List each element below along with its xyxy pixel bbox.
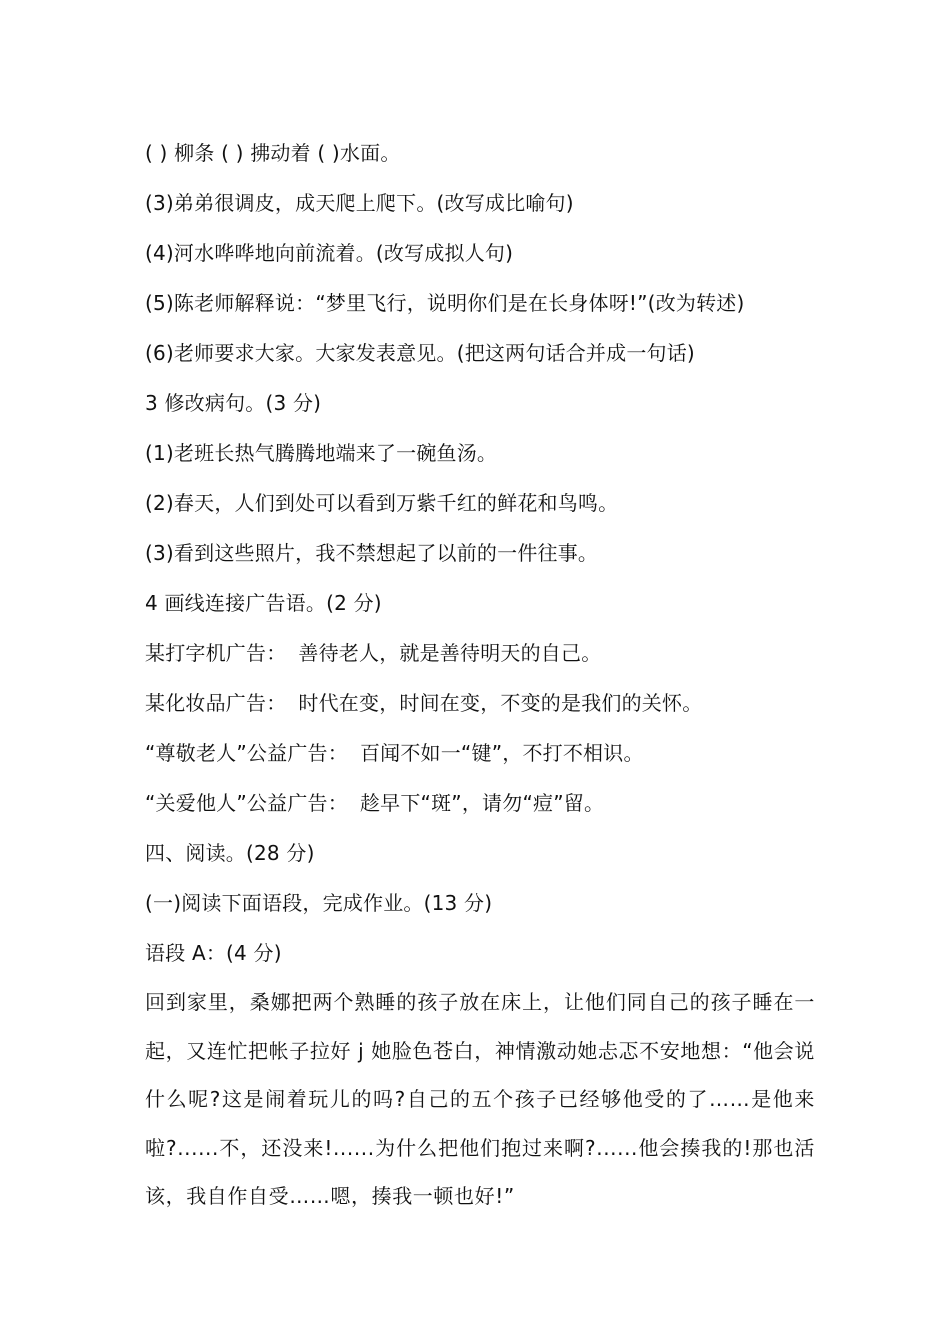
text-line: ( ) 柳条 ( ) 拂动着 ( )水面。 — [145, 141, 401, 165]
passage-label: 语段 A：(4 分) — [145, 941, 282, 965]
reading-passage: 回到家里，桑娜把两个熟睡的孩子放在床上，让他们同自己的孩子睡在一起，又连忙把帐子拉好 j 她脸色苍白，神情激动她忐忑不安地想：“他会说什么呢?这是闹着玩儿的吗?自己的五个孩子已经够他受的了……是他来啦?......不，还没来!......为什么把他们抱过来啊?......他会揍我的!那也活该，我自作自受……嗯，揍我一顿也好!” — [145, 990, 815, 1208]
ad-pair — [145, 778, 815, 828]
text-line: (6)老师要求大家。大家发表意见。(把这两句话合并成一句话) — [145, 341, 695, 365]
ad-source: “尊敬老人”公益广告： — [145, 741, 348, 765]
section-heading: 四、阅读。(28 分) — [145, 841, 315, 865]
ad-slogan: 时代在变，时间在变，不变的是我们的关怀。 — [298, 691, 703, 715]
ad-pair — [145, 628, 815, 678]
text-line: (5)陈老师解释说：“梦里飞行，说明你们是在长身体呀!”(改为转述) — [145, 291, 745, 315]
ad-source: 某化妆品广告： — [145, 691, 287, 715]
ad-slogan: 善待老人，就是善待明天的自己。 — [298, 641, 602, 665]
text-line: (4)河水哗哗地向前流着。(改写成拟人句) — [145, 241, 514, 265]
ad-source: 某打字机广告： — [145, 641, 287, 665]
ad-pair — [145, 728, 815, 778]
ad-slogan: 趁早下“斑”，请勿“痘”留。 — [359, 791, 605, 815]
section-heading: 4 画线连接广告语。(2 分) — [145, 591, 382, 615]
subsection-heading: (一)阅读下面语段，完成作业。(13 分) — [145, 891, 493, 915]
text-line: (3)弟弟很调皮，成天爬上爬下。(改写成比喻句) — [145, 191, 574, 215]
ad-slogan: 百闻不如一“键”，不打不相识。 — [359, 741, 644, 765]
ad-pair — [145, 678, 815, 728]
text-line: (3)看到这些照片，我不禁想起了以前的一件往事。 — [145, 541, 599, 565]
text-line: (1)老班长热气腾腾地端来了一碗鱼汤。 — [145, 441, 498, 465]
text-line: (2)春天，人们到处可以看到万紫千红的鲜花和鸟鸣。 — [145, 491, 619, 515]
section-heading: 3 修改病句。(3 分) — [145, 391, 322, 415]
ad-source: “关爱他人”公益广告： — [145, 791, 348, 815]
document-page — [145, 128, 815, 1221]
